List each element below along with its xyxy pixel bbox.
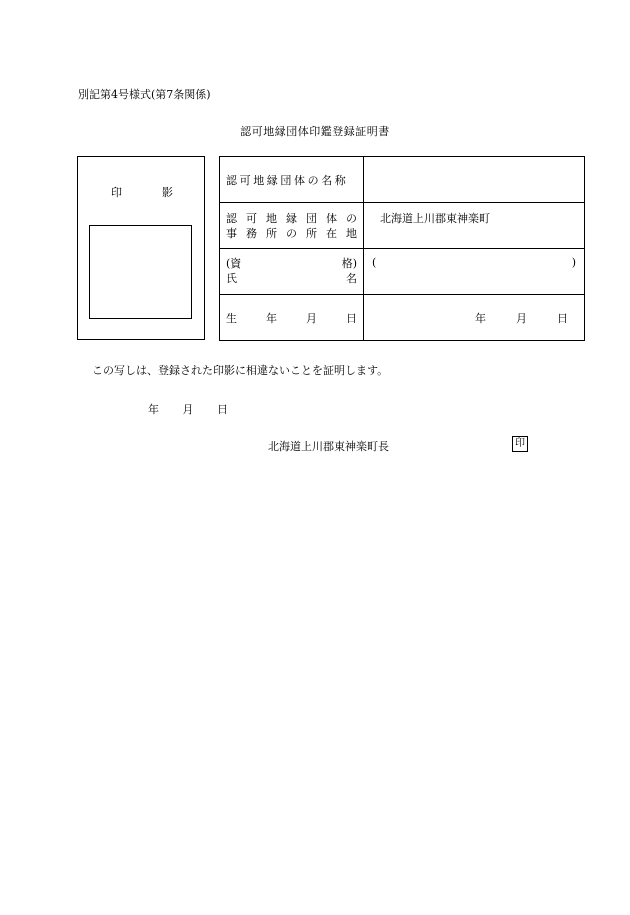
office-address-value: 北海道上川郡東神楽町 bbox=[364, 203, 585, 249]
birthdate-value: 年 月 日 bbox=[364, 295, 585, 341]
issue-date: 年 月 日 bbox=[148, 403, 228, 416]
official-seal-mark: 印 bbox=[512, 436, 528, 452]
seal-impression-area bbox=[89, 225, 192, 319]
organization-name-label: 認可地縁団体の名称 bbox=[220, 157, 364, 203]
seal-label-char: 影 bbox=[162, 186, 173, 199]
table-row-name bbox=[220, 157, 585, 203]
seal-impression-label bbox=[111, 184, 173, 200]
birthdate-label: 生 年 月 日 bbox=[220, 295, 364, 341]
form-reference: 別記第4号様式(第7条関係) bbox=[78, 88, 211, 101]
certification-statement: この写しは、登録された印影に相違ないことを証明します。 bbox=[92, 364, 389, 377]
table-row-representative bbox=[220, 249, 585, 295]
organization-name-value bbox=[364, 157, 585, 203]
mayor-title: 北海道上川郡東神楽町長 bbox=[268, 440, 389, 453]
representative-label: (資 格) 氏 名 bbox=[220, 249, 364, 295]
seal-label-char: 印 bbox=[111, 186, 122, 199]
representative-value: ( ) bbox=[364, 249, 585, 295]
certificate-info-table bbox=[219, 156, 585, 341]
office-address-label: 認 可 地 縁 団 体 の 事 務 所 の 所 在 地 bbox=[220, 203, 364, 249]
table-row-birthdate bbox=[220, 295, 585, 341]
document-title: 認可地縁団体印鑑登録証明書 bbox=[240, 125, 390, 138]
table-row-office bbox=[220, 203, 585, 249]
